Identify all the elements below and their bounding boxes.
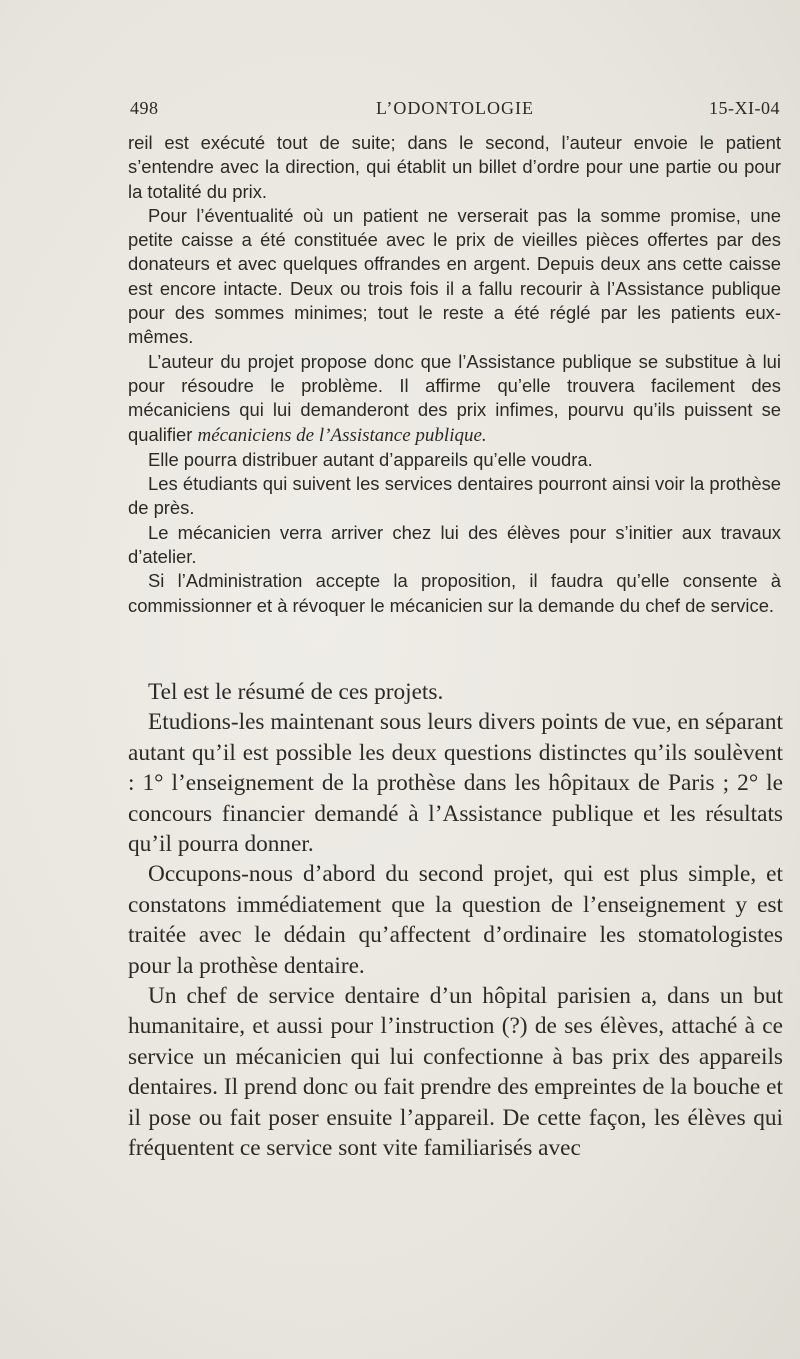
paragraph: Pour l’éventualité où un patient ne verserait pas la somme promise, une petite caisse a été constituée avec le prix de vieilles pièces offertes par des donateurs et avec quelques offrandes en argent. Depuis deux ans cette caisse est encore intacte. Deux ou trois fois il a fallu recourir à l’Assistance publique pour des sommes minimes; tout le reste a été réglé par les patients eux-mêmes. xyxy=(128,204,781,348)
italic-phrase: mécaniciens de l’Assistance publique. xyxy=(197,424,487,446)
paragraph: Etudions-les maintenant sous leurs divers points de vue, en séparant autant qu’il est possible les deux questions distinctes qu’ils soulèvent : 1° l’enseignement de la prothèse dans les hôpitaux de Paris ; 2° le concours financier demandé à l’Assistance publique et les résultats qu’il pourra donner. xyxy=(128,709,783,858)
paragraph: Le mécanicien verra arriver chez lui des élèves pour s’initier aux travaux d’atelier. xyxy=(128,521,781,568)
issue-date: 15-XI-04 xyxy=(709,98,780,118)
journal-title: L’ODONTOLOGIE xyxy=(376,98,534,118)
summary-text-block xyxy=(128,131,781,618)
page-number: 498 xyxy=(130,98,159,118)
running-header xyxy=(130,98,780,124)
paragraph: Si l’Administration accepte la proposition, il faudra qu’elle consente à commissionner et à révoquer le mécanicien sur la demande du chef de service. xyxy=(128,570,781,616)
paragraph: Un chef de service dentaire d’un hôpital parisien a, dans un but humanitaire, et aussi pour l’instruction (?) de ses élèves, attaché à ce service un mécanicien qui lui confectionne à bas prix des appareils dentaires. Il prend donc ou fait prendre des empreintes de la bouche et il pose ou fait poser ensuite l’appareil. De cette façon, les élèves qui fréquentent ce service sont vite familiarisés avec xyxy=(128,983,783,1162)
paragraph: reil est exécuté tout de suite; dans le second, l’auteur envoie le patient s’entendre avec la direction, qui établit un billet d’ordre pour une partie ou pour la totalité du prix. xyxy=(128,132,781,202)
paragraph: Les étudiants qui suivent les services dentaires pourront ainsi voir la prothèse de près. xyxy=(128,473,781,519)
main-text-block xyxy=(128,677,783,1164)
paragraph xyxy=(128,350,781,448)
paragraph: Occupons-nous d’abord du second projet, qui est plus simple, et constatons immédiatement que la question de l’enseignement y est traitée avec le dédain qu’affectent d’ordinaire les stomatologistes pour la prothèse dentaire. xyxy=(128,861,783,979)
paragraph: Elle pourra distribuer autant d’appareils qu’elle voudra. xyxy=(148,448,593,470)
paragraph: Tel est le résumé de ces projets. xyxy=(148,679,444,705)
paragraph-text: L’auteur du projet propose donc que l’Assistance publique se substitue à lui pour résoudre le problème. Il affirme qu’elle trouvera facilement des mécaniciens qui lui demanderont des prix infimes, pourvu qu’ils puissent se qualifier xyxy=(128,350,781,445)
